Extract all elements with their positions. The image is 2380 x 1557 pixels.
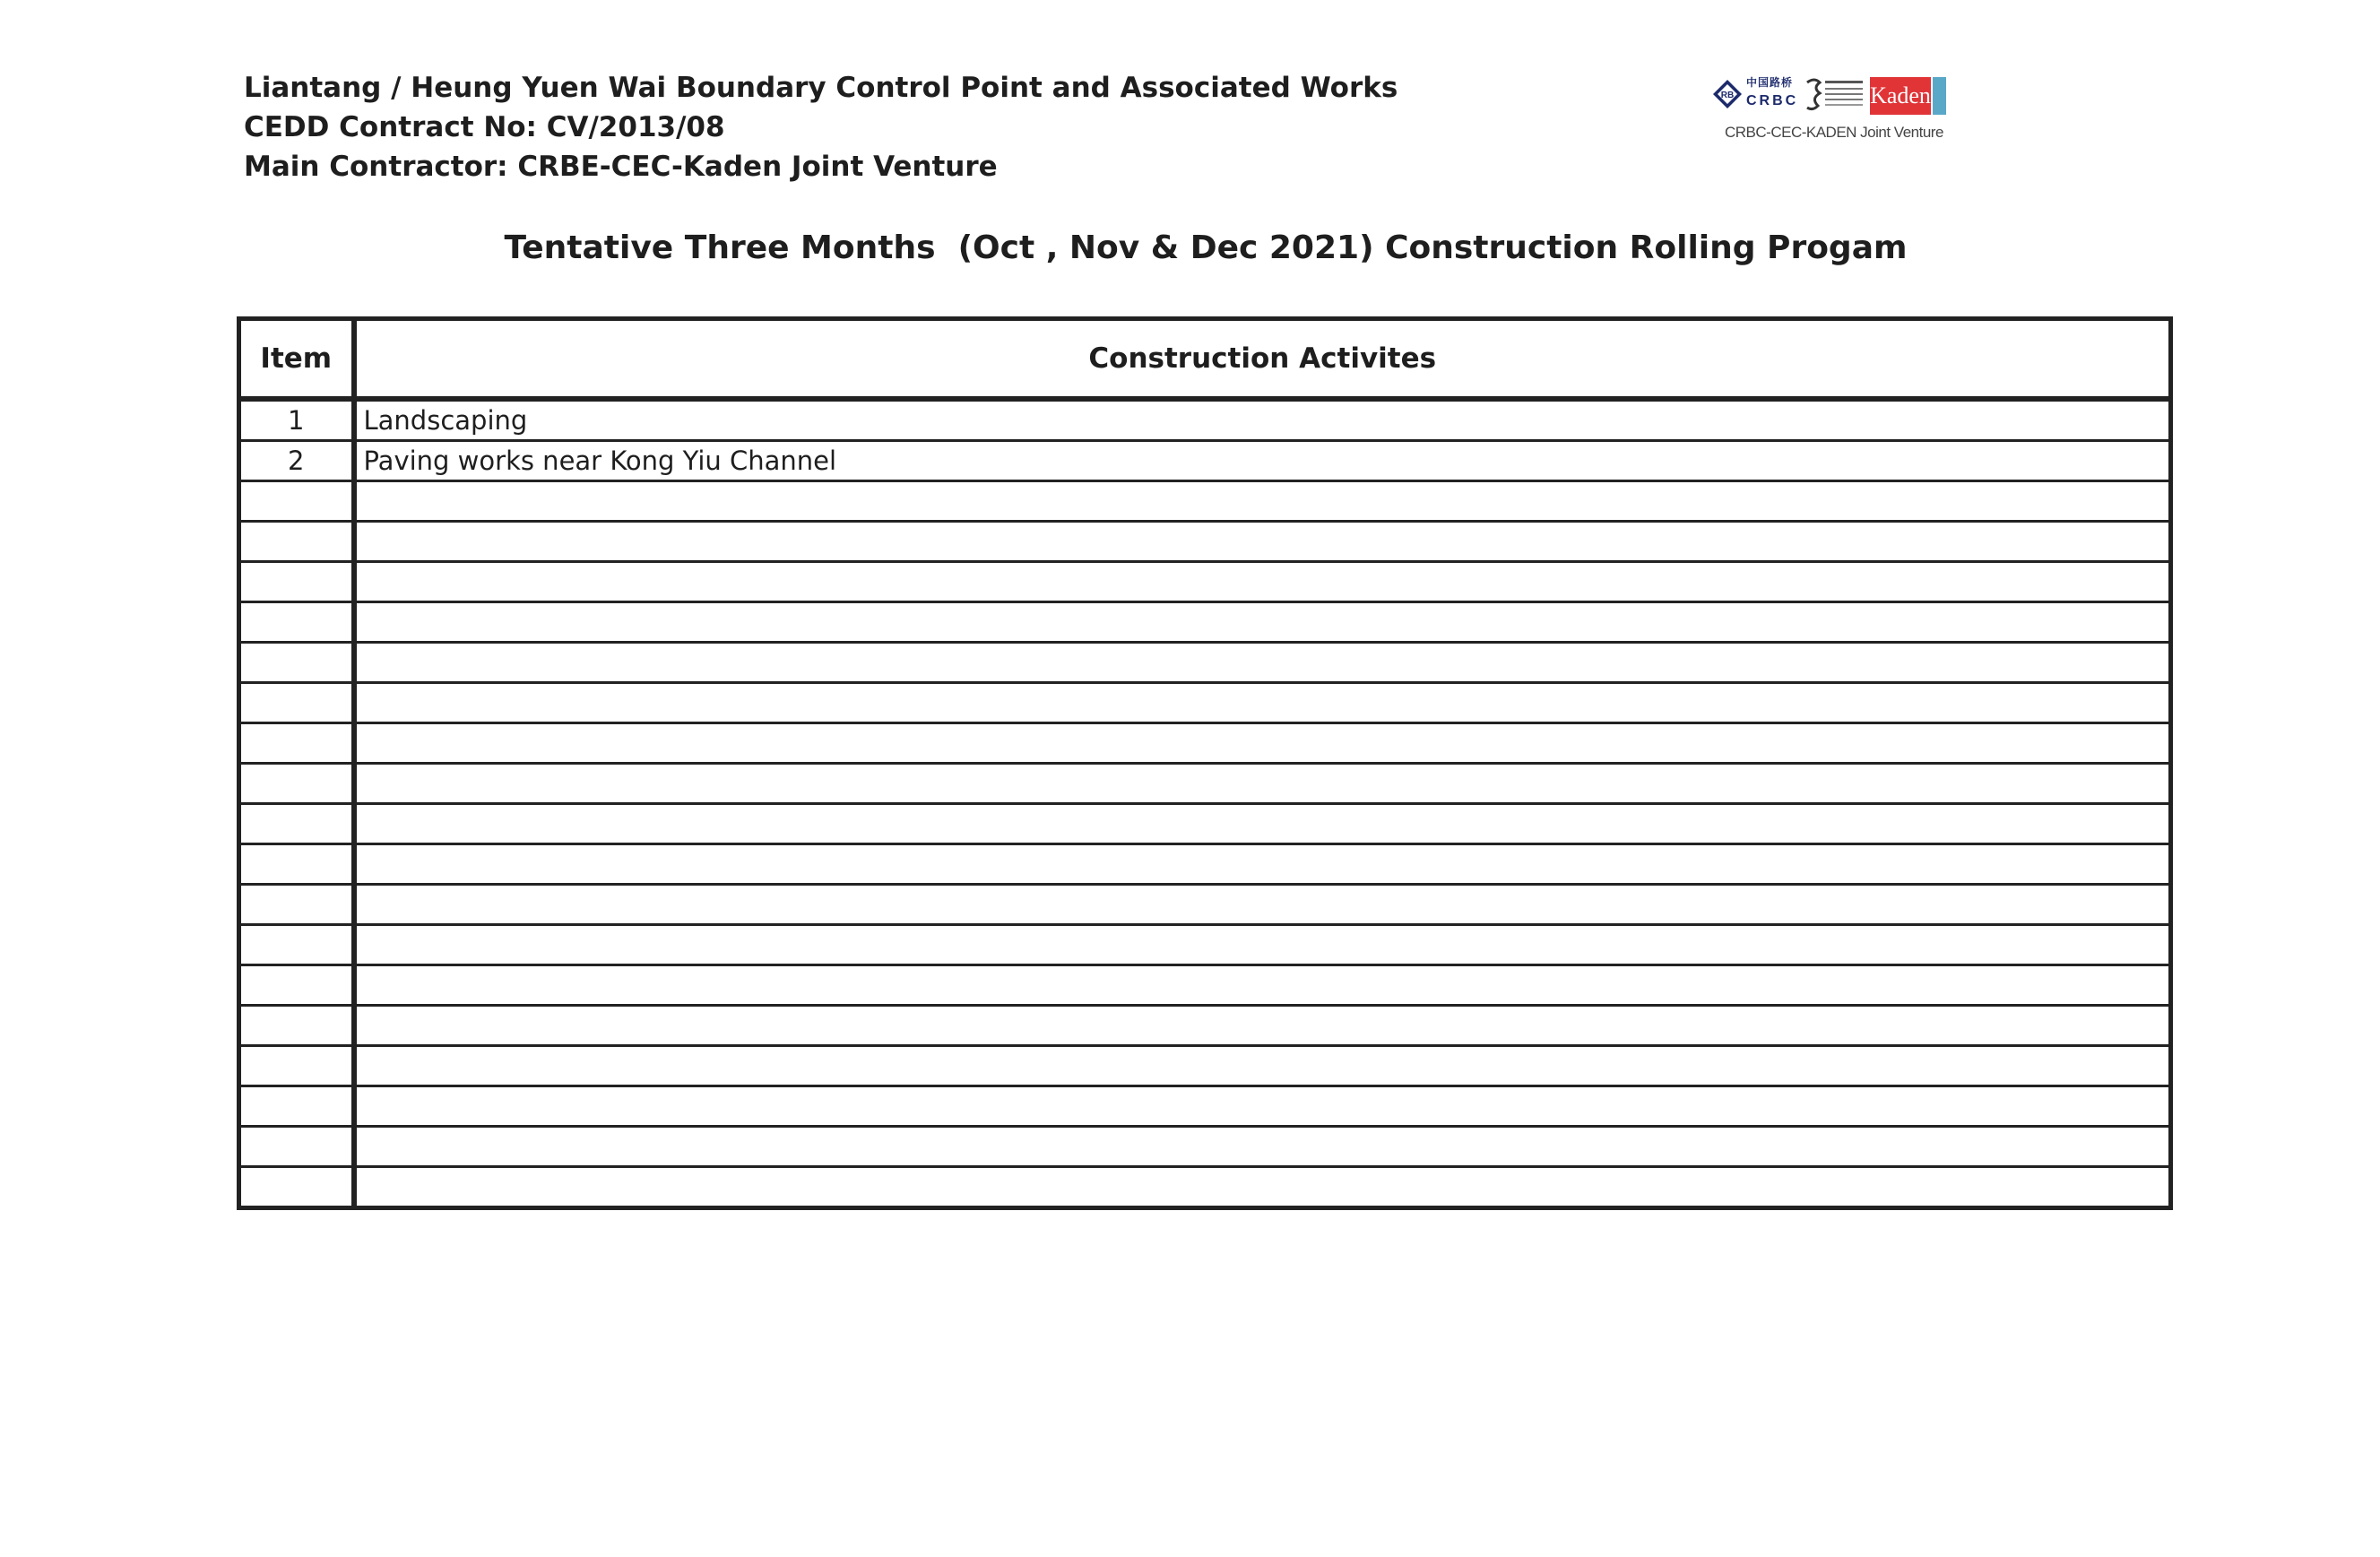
activity-description-cell bbox=[354, 1086, 2171, 1127]
activity-description-cell bbox=[354, 804, 2171, 844]
activity-description-cell bbox=[354, 723, 2171, 764]
table-row bbox=[239, 723, 2171, 764]
kaden-wordmark: Kaden bbox=[1870, 77, 1931, 115]
logo-caption: CRBC-CEC-KADEN Joint Venture bbox=[1725, 124, 1943, 141]
item-column-header: Item bbox=[239, 319, 354, 400]
table-row bbox=[239, 643, 2171, 683]
activity-description-cell bbox=[354, 522, 2171, 562]
table-row bbox=[239, 562, 2171, 602]
item-number-cell bbox=[239, 925, 354, 965]
table-row bbox=[239, 844, 2171, 885]
activity-description-cell bbox=[354, 844, 2171, 885]
item-number-cell bbox=[239, 965, 354, 1006]
activity-description-cell: Landscaping bbox=[354, 399, 2171, 441]
item-number-cell bbox=[239, 723, 354, 764]
joint-venture-logo bbox=[1710, 74, 1948, 147]
item-number-cell bbox=[239, 844, 354, 885]
cec-mark-icon bbox=[1804, 75, 1866, 115]
activity-description-cell bbox=[354, 1167, 2171, 1208]
activity-description-cell: Paving works near Kong Yiu Channel bbox=[354, 441, 2171, 481]
activity-description-cell bbox=[354, 1127, 2171, 1167]
item-number-cell bbox=[239, 1006, 354, 1046]
table-row bbox=[239, 804, 2171, 844]
activity-description-cell bbox=[354, 885, 2171, 925]
item-number-cell bbox=[239, 522, 354, 562]
item-number-cell bbox=[239, 1046, 354, 1086]
activity-description-cell bbox=[354, 481, 2171, 522]
contract-number: CEDD Contract No: CV/2013/08 bbox=[244, 111, 725, 143]
item-number-cell bbox=[239, 602, 354, 643]
item-number-cell bbox=[239, 804, 354, 844]
table-row bbox=[239, 522, 2171, 562]
table-row bbox=[239, 441, 2171, 481]
kaden-side-bar bbox=[1933, 77, 1946, 115]
table-row bbox=[239, 481, 2171, 522]
activity-description-cell bbox=[354, 643, 2171, 683]
table-row bbox=[239, 1006, 2171, 1046]
item-number-cell bbox=[239, 1167, 354, 1208]
item-number-cell bbox=[239, 481, 354, 522]
item-number-cell bbox=[239, 643, 354, 683]
svg-text:RB: RB bbox=[1720, 91, 1735, 100]
table-row bbox=[239, 683, 2171, 723]
table-body bbox=[239, 399, 2171, 1208]
activity-description-cell bbox=[354, 965, 2171, 1006]
item-number-cell bbox=[239, 683, 354, 723]
activity-description-cell bbox=[354, 602, 2171, 643]
activity-description-cell bbox=[354, 1006, 2171, 1046]
document-header bbox=[244, 68, 1588, 186]
table-row bbox=[239, 1127, 2171, 1167]
table-row bbox=[239, 399, 2171, 441]
crbc-wordmark bbox=[1746, 77, 1798, 113]
table-row bbox=[239, 1167, 2171, 1208]
item-number-cell bbox=[239, 764, 354, 804]
item-number-cell: 2 bbox=[239, 441, 354, 481]
crbc-chinese-name: 中国路桥 bbox=[1746, 76, 1794, 89]
activity-description-cell bbox=[354, 764, 2171, 804]
table-row bbox=[239, 1086, 2171, 1127]
item-number-cell bbox=[239, 1086, 354, 1127]
activity-description-cell bbox=[354, 562, 2171, 602]
table-row bbox=[239, 764, 2171, 804]
activity-column-header: Construction Activites bbox=[354, 319, 2171, 400]
table-row bbox=[239, 602, 2171, 643]
activity-description-cell bbox=[354, 683, 2171, 723]
item-number-cell: 1 bbox=[239, 399, 354, 441]
crbc-english-name: CRBC bbox=[1746, 93, 1799, 108]
item-number-cell bbox=[239, 1127, 354, 1167]
construction-activities-table bbox=[237, 316, 2173, 1210]
main-contractor: Main Contractor: CRBE-CEC-Kaden Joint Venture bbox=[244, 151, 998, 183]
activity-description-cell bbox=[354, 1046, 2171, 1086]
table-row bbox=[239, 885, 2171, 925]
crbc-mark-icon bbox=[1712, 79, 1743, 109]
item-number-cell bbox=[239, 562, 354, 602]
project-name: Liantang / Heung Yuen Wai Boundary Control Point and Associated Works bbox=[244, 72, 1398, 104]
table-header-row bbox=[239, 319, 2171, 400]
logo-marks bbox=[1710, 74, 1948, 117]
page-title: Tentative Three Months (Oct , Nov & Dec 2021) Construction Rolling Progam bbox=[504, 229, 1908, 266]
activity-description-cell bbox=[354, 925, 2171, 965]
table-row bbox=[239, 965, 2171, 1006]
table-row bbox=[239, 925, 2171, 965]
item-number-cell bbox=[239, 885, 354, 925]
table-row bbox=[239, 1046, 2171, 1086]
